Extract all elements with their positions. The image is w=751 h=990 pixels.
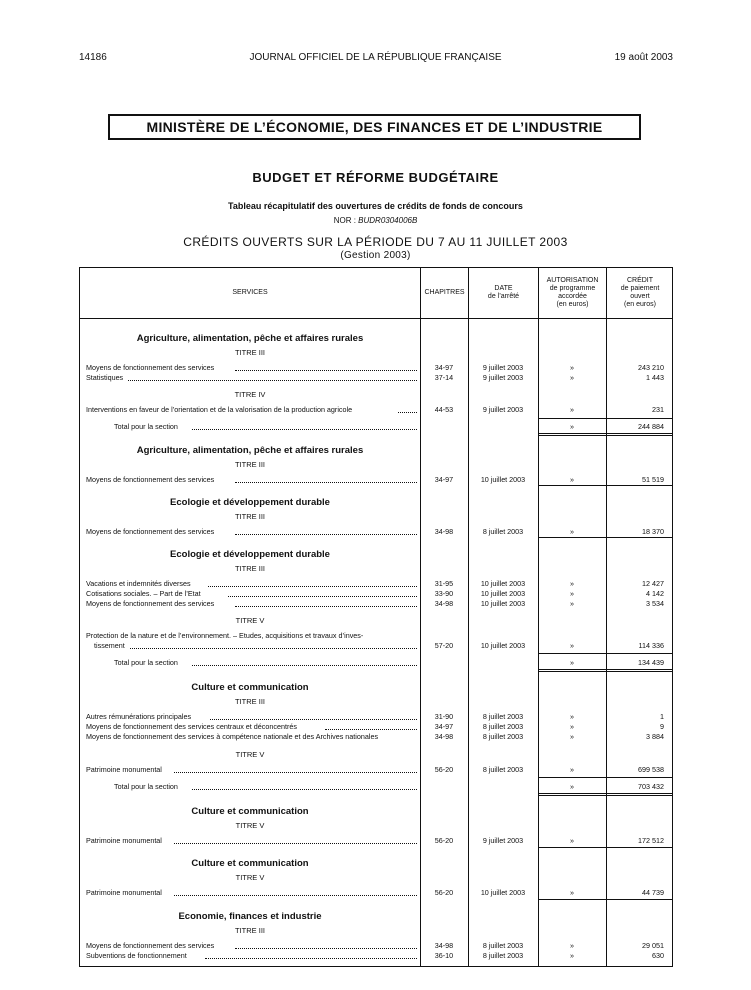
- row-credit: 9: [660, 722, 664, 731]
- row-credit: 4 142: [646, 589, 664, 598]
- leader-dots: [235, 606, 417, 607]
- row-date: 8 juillet 2003: [482, 712, 524, 721]
- row-autorisation: »: [570, 641, 574, 650]
- row-credit: 18 370: [642, 527, 664, 536]
- nor-reference: [0, 216, 751, 225]
- row-date: 8 juillet 2003: [482, 722, 524, 731]
- section-heading: Agriculture, alimentation, pêche et affaires rurales: [136, 333, 364, 344]
- row-autorisation: »: [570, 951, 574, 960]
- row-autorisation: »: [570, 373, 574, 382]
- section-heading: Culture et communication: [191, 682, 309, 693]
- row-label: tissement: [94, 641, 125, 650]
- row-date: 10 juillet 2003: [480, 888, 526, 897]
- row-date: 8 juillet 2003: [482, 765, 524, 774]
- total-rule: [538, 793, 672, 794]
- journal-title: JOURNAL OFFICIEL DE LA RÉPUBLIQUE FRANÇAISE: [249, 52, 502, 63]
- titre-heading: TITRE IV: [234, 390, 266, 399]
- row-label: Moyens de fonctionnement des services: [86, 599, 215, 608]
- leader-dots: [205, 958, 417, 959]
- total-credit: 244 884: [638, 422, 664, 431]
- header-date: DATE de l’arrêté: [487, 285, 520, 300]
- row-autorisation: »: [570, 888, 574, 897]
- ministry-title: MINISTÈRE DE L’ÉCONOMIE, DES FINANCES ET DE L’INDUSTRIE: [108, 114, 641, 140]
- total-credit: 703 432: [638, 782, 664, 791]
- leader-dots: [192, 665, 417, 666]
- total-rule: [538, 435, 672, 436]
- row-chapitre: 37-14: [434, 373, 454, 382]
- row-label: Moyens de fonctionnement des services à compétence nationale et des Archives nationales: [86, 732, 379, 741]
- row-autorisation: »: [570, 599, 574, 608]
- row-autorisation: »: [570, 722, 574, 731]
- header-chapitres: CHAPITRES: [424, 289, 465, 296]
- row-date: 8 juillet 2003: [482, 732, 524, 741]
- total-rule: [538, 899, 672, 900]
- row-credit: 1: [660, 712, 664, 721]
- row-date: 8 juillet 2003: [482, 951, 524, 960]
- row-credit: 12 427: [642, 579, 664, 588]
- leader-dots: [210, 719, 417, 720]
- total-autorisation: »: [570, 658, 574, 667]
- total-rule: [538, 795, 672, 796]
- row-chapitre: 44-53: [434, 405, 454, 414]
- row-label: Patrimoine monumental: [86, 836, 162, 845]
- row-date: 8 juillet 2003: [482, 527, 524, 536]
- section-heading: Ecologie et développement durable: [170, 497, 330, 508]
- leader-dots: [174, 772, 417, 773]
- row-label: Moyens de fonctionnement des services: [86, 475, 215, 484]
- leader-dots: [235, 948, 417, 949]
- page-number: 14186: [79, 52, 107, 63]
- titre-heading: TITRE III: [235, 926, 265, 935]
- row-label: Moyens de fonctionnement des services: [86, 941, 215, 950]
- row-date: 10 juillet 2003: [480, 589, 526, 598]
- header-divider: [80, 318, 672, 319]
- row-credit: 3 884: [646, 732, 664, 741]
- leader-dots: [192, 789, 417, 790]
- nor-code: BUDR0304006B: [358, 216, 418, 225]
- row-autorisation: »: [570, 527, 574, 536]
- total-label: Total pour la section: [114, 422, 178, 431]
- row-chapitre: 34-97: [434, 722, 454, 731]
- titre-heading: TITRE V: [235, 616, 265, 625]
- row-label: Patrimoine monumental: [86, 765, 162, 774]
- section-heading: Culture et communication: [191, 806, 309, 817]
- titre-heading: TITRE III: [235, 348, 265, 357]
- column-divider: [420, 268, 421, 966]
- total-label: Total pour la section: [114, 782, 178, 791]
- row-date: 9 juillet 2003: [482, 373, 524, 382]
- leader-dots: [130, 648, 417, 649]
- row-chapitre: 34-98: [434, 599, 454, 608]
- row-chapitre: 34-98: [434, 941, 454, 950]
- row-date: 8 juillet 2003: [482, 941, 524, 950]
- row-chapitre: 34-98: [434, 732, 454, 741]
- row-credit: 630: [652, 951, 664, 960]
- total-rule: [538, 847, 672, 848]
- total-rule: [538, 669, 672, 670]
- row-autorisation: »: [570, 405, 574, 414]
- row-autorisation: »: [570, 579, 574, 588]
- row-autorisation: »: [570, 765, 574, 774]
- row-chapitre: 56-20: [434, 836, 454, 845]
- section-heading: Agriculture, alimentation, pêche et affaires rurales: [136, 445, 364, 456]
- leader-dots: [208, 586, 417, 587]
- row-autorisation: »: [570, 475, 574, 484]
- row-date: 10 juillet 2003: [480, 599, 526, 608]
- total-autorisation: »: [570, 422, 574, 431]
- row-chapitre: 56-20: [434, 888, 454, 897]
- row-date: 9 juillet 2003: [482, 363, 524, 372]
- row-credit: 699 538: [638, 765, 664, 774]
- row-label: Moyens de fonctionnement des services: [86, 527, 215, 536]
- row-chapitre: 57-20: [434, 641, 454, 650]
- row-date: 10 juillet 2003: [480, 475, 526, 484]
- titre-heading: TITRE III: [235, 564, 265, 573]
- row-autorisation: »: [570, 589, 574, 598]
- leader-dots: [235, 370, 417, 371]
- row-autorisation: »: [570, 836, 574, 845]
- row-credit: 172 512: [638, 836, 664, 845]
- titre-heading: TITRE III: [235, 460, 265, 469]
- row-chapitre: 36-10: [434, 951, 454, 960]
- total-rule: [538, 653, 672, 654]
- total-rule: [538, 433, 672, 434]
- row-credit: 114 336: [638, 641, 664, 650]
- credits-period-title: CRÉDITS OUVERTS SUR LA PÉRIODE DU 7 AU 11 JUILLET 2003: [183, 235, 568, 249]
- row-autorisation: »: [570, 712, 574, 721]
- titre-heading: TITRE III: [235, 697, 265, 706]
- row-chapitre: 34-98: [434, 527, 454, 536]
- row-date: 10 juillet 2003: [480, 579, 526, 588]
- header-credit: CRÉDIT de paiement ouvert (en euros): [620, 277, 660, 308]
- leader-dots: [398, 412, 417, 413]
- leader-dots: [235, 534, 417, 535]
- row-chapitre: 33-90: [434, 589, 454, 598]
- titre-heading: TITRE V: [235, 750, 265, 759]
- row-chapitre: 56-20: [434, 765, 454, 774]
- row-label: Subventions de fonctionnement: [86, 951, 187, 960]
- leader-dots: [174, 895, 417, 896]
- column-divider: [468, 268, 469, 966]
- total-label: Total pour la section: [114, 658, 178, 667]
- column-divider: [538, 268, 539, 966]
- row-label: Statistiques: [86, 373, 124, 382]
- total-autorisation: »: [570, 782, 574, 791]
- leader-dots: [228, 596, 417, 597]
- total-rule: [538, 485, 672, 486]
- total-rule: [538, 537, 672, 538]
- leader-dots: [235, 482, 417, 483]
- total-rule: [538, 418, 672, 419]
- row-credit: 243 210: [638, 363, 664, 372]
- leader-dots: [174, 843, 417, 844]
- total-credit: 134 439: [638, 658, 664, 667]
- titre-heading: TITRE V: [235, 873, 265, 882]
- credits-table: [79, 267, 673, 967]
- row-label: Moyens de fonctionnement des services: [86, 363, 215, 372]
- row-label: Autres rémunérations principales: [86, 712, 192, 721]
- row-date: 10 juillet 2003: [480, 641, 526, 650]
- leader-dots: [128, 380, 417, 381]
- section-heading: Culture et communication: [191, 858, 309, 869]
- row-date: 9 juillet 2003: [482, 836, 524, 845]
- publication-date: 19 août 2003: [614, 52, 673, 63]
- row-label: Moyens de fonctionnement des services centraux et déconcentrés: [86, 722, 297, 731]
- row-credit: 51 519: [642, 475, 664, 484]
- row-credit: 29 051: [642, 941, 664, 950]
- row-label: Vacations et indemnités diverses: [86, 579, 191, 588]
- row-chapitre: 34-97: [434, 363, 454, 372]
- row-chapitre: 31-90: [434, 712, 454, 721]
- leader-dots: [192, 429, 417, 430]
- section-title: BUDGET ET RÉFORME BUDGÉTAIRE: [252, 170, 499, 185]
- header-autorisation: AUTORISATION de programme accordée (en euros): [546, 277, 599, 308]
- row-label: Patrimoine monumental: [86, 888, 162, 897]
- row-credit: 44 739: [642, 888, 664, 897]
- row-autorisation: »: [570, 363, 574, 372]
- row-chapitre: 31-95: [434, 579, 454, 588]
- section-heading: Economie, finances et industrie: [178, 911, 322, 922]
- row-credit: 3 534: [646, 599, 664, 608]
- header-services: SERVICES: [232, 289, 268, 296]
- total-rule: [538, 777, 672, 778]
- row-credit: 1 443: [646, 373, 664, 382]
- gestion-year: (Gestion 2003): [340, 250, 411, 261]
- section-heading: Ecologie et développement durable: [170, 549, 330, 560]
- row-label: Interventions en faveur de l’orientation et de la valorisation de la production agricole: [86, 405, 353, 414]
- nor-label: NOR :: [333, 216, 356, 225]
- titre-heading: TITRE V: [235, 821, 265, 830]
- row-chapitre: 34-97: [434, 475, 454, 484]
- leader-dots: [325, 729, 417, 730]
- row-autorisation: »: [570, 732, 574, 741]
- titre-heading: TITRE III: [235, 512, 265, 521]
- column-divider: [606, 268, 607, 966]
- row-credit: 231: [652, 405, 664, 414]
- total-rule: [538, 671, 672, 672]
- row-date: 9 juillet 2003: [482, 405, 524, 414]
- row-label: Protection de la nature et de l’environnement. – Etudes, acquisitions et travaux d’inves-: [86, 631, 364, 640]
- row-autorisation: »: [570, 941, 574, 950]
- row-label: Cotisations sociales. – Part de l’Etat: [86, 589, 201, 598]
- document-subtitle: Tableau récapitulatif des ouvertures de crédits de fonds de concours: [228, 201, 523, 211]
